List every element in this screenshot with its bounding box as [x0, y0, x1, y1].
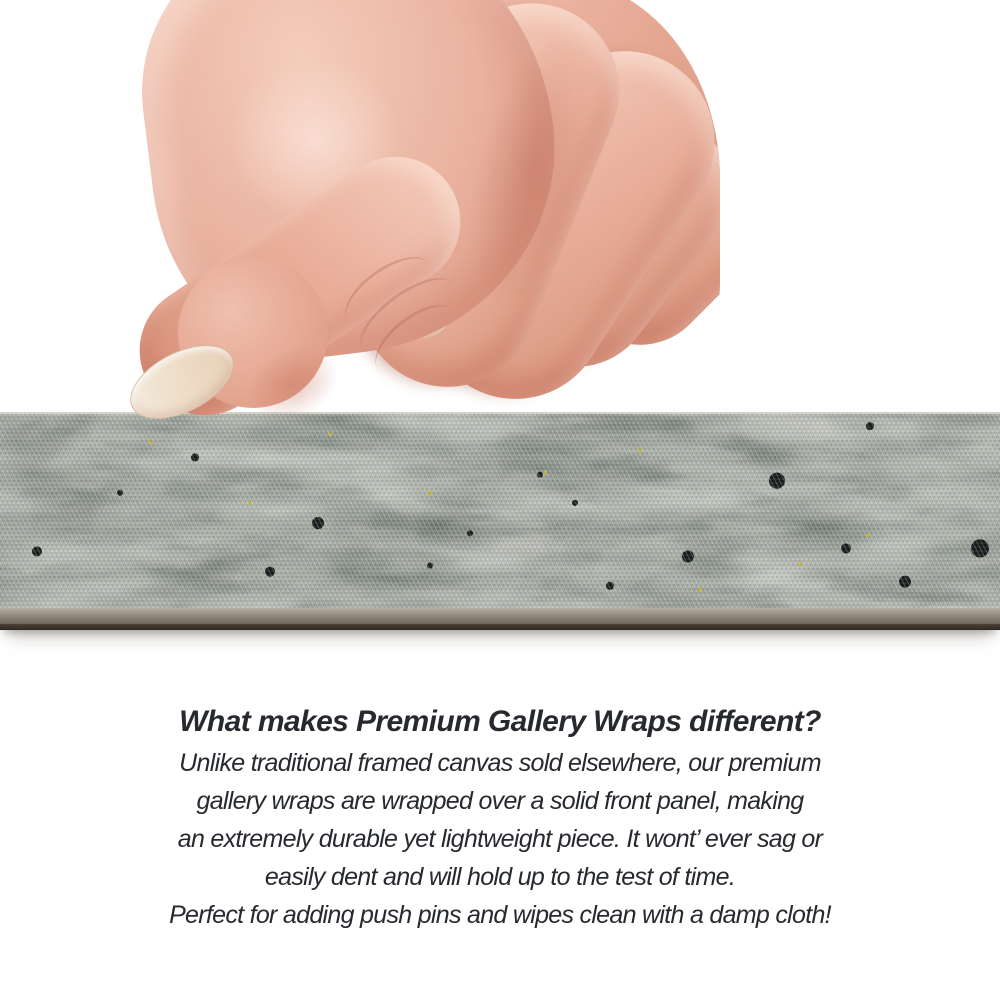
canvas-wrapped-edge — [0, 608, 1000, 624]
copy-line: easily dent and will hold up to the test of time. — [264, 863, 736, 891]
hand-photo — [0, 0, 760, 470]
copy-line: an extremely durable yet lightweight piece. It wont’ ever sag or — [177, 825, 823, 853]
copy-line: Perfect for adding push pins and wipes clean with a damp cloth! — [169, 901, 831, 929]
panel-back-rim — [0, 624, 1000, 630]
product-copy — [0, 700, 1000, 934]
copy-line: Unlike traditional framed canvas sold elsewhere, our premium — [179, 749, 821, 777]
copy-heading: What makes Premium Gallery Wraps different? — [179, 705, 821, 738]
copy-line: gallery wraps are wrapped over a solid front panel, making — [196, 787, 804, 815]
